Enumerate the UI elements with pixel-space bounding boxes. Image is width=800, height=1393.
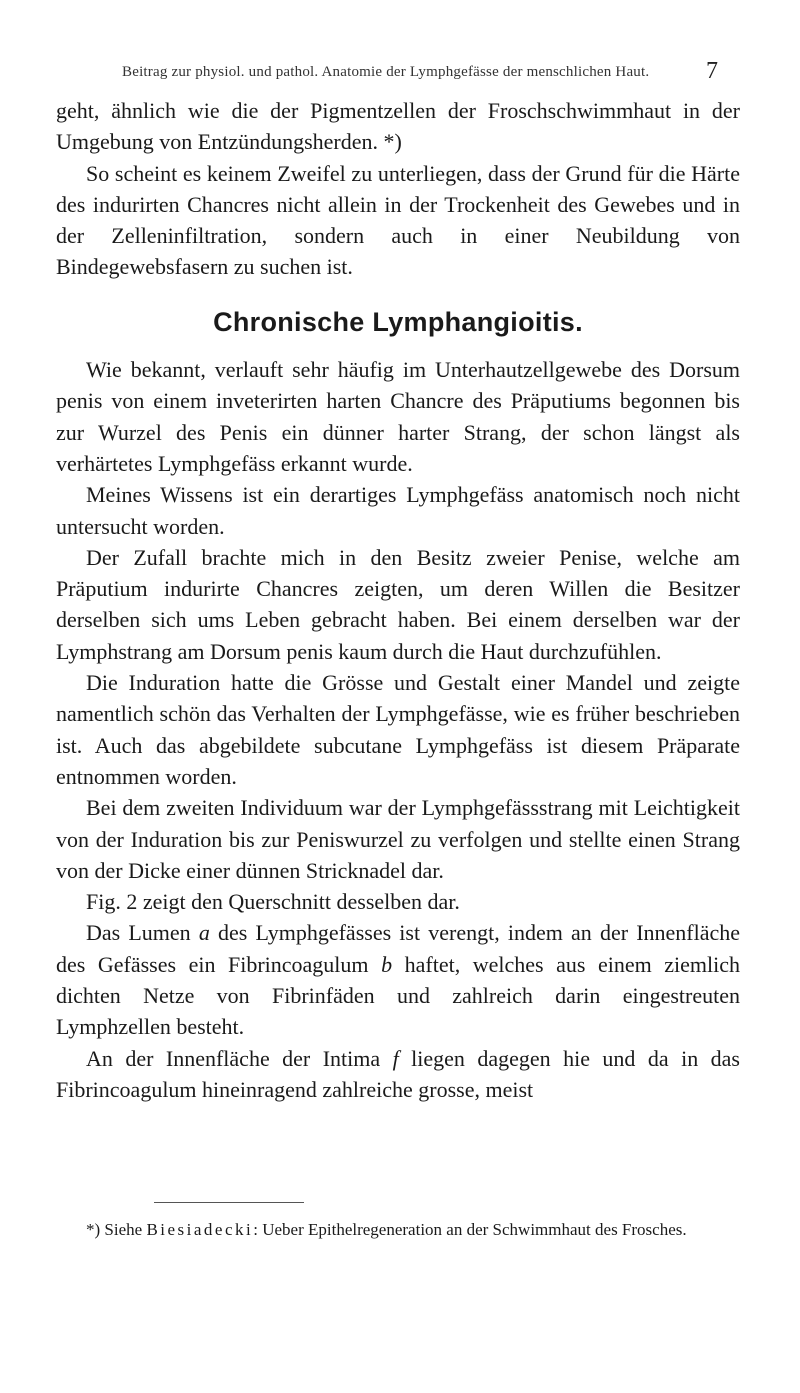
- paragraph-2: So scheint es keinem Zweifel zu unterliegen, dass der Grund für die Härte des indurirten Chancres nicht allein in der Trockenheit des Gewebes und in der Zelleninfiltration, sondern auch in einer Neubildung von Bindegewebsfasern zu suchen ist.: [56, 160, 740, 280]
- paragraph-1: geht, ähnlich wie die der Pigmentzellen der Froschschwimmhaut in der Umgebung von Entzündungsherden. *): [56, 98, 740, 155]
- footnote-author: Biesiadecki: [146, 1220, 254, 1239]
- paragraph-9-part-b: des Lymphgefässes ist verengt, indem an der Innenfläche des Gefässes ein Fibrincoagulum: [56, 920, 741, 977]
- running-head: Beitrag zur physiol. und pathol. Anatomie der Lymphgefässe der menschlichen Haut.: [122, 64, 650, 80]
- section-heading: Chronische Lymphangioitis.: [213, 306, 583, 337]
- page-number: 7: [706, 58, 718, 84]
- footnote-marker: *) Siehe: [86, 1220, 147, 1239]
- footnote: [56, 1218, 740, 1242]
- footnote-text: : Ueber Epithelregeneration an der Schwimmhaut des Frosches.: [253, 1220, 687, 1239]
- paragraph-10-part-b: liegen dagegen hie und da in das Fibrincoagulum hineinragend zahlreiche grosse, meist: [56, 1045, 740, 1102]
- paragraph-9-part-a: Das Lumen: [86, 920, 199, 946]
- paragraph-8: Fig. 2 zeigt den Querschnitt desselben dar.: [86, 889, 460, 915]
- paragraph-4: Meines Wissens ist ein derartiges Lymphgefäss anatomisch noch nicht untersucht worden.: [56, 482, 740, 539]
- paragraph-5: Der Zufall brachte mich in den Besitz zweier Penise, welche am Präputium indurirte Chancres zeigten, um deren Willen die Besitzer derselben sich ums Leben gebracht haben. Bei einem derselben war der Lymphstrang am Dorsum penis kaum durch die Haut durchzufühlen.: [56, 544, 740, 664]
- paragraph-3: Wie bekannt, verlauft sehr häufig im Unterhautzellgewebe des Dorsum penis von einem inveterirten harten Chancre des Präputiums begonnen bis zur Wurzel des Penis ein dünner harter Strang, der schon längst als verhärtetes Lymphgefäss erkannt wurde.: [56, 357, 740, 476]
- figure-letter-f: f: [392, 1045, 399, 1071]
- paragraph-6: Die Induration hatte die Grösse und Gestalt einer Mandel und zeigte namentlich schön das Verhalten der Lymphgefässe, wie es früher beschrieben ist. Auch das abgebildete subcutane Lymphgefäss ist diesem Präparate entnommen worden.: [56, 670, 740, 789]
- paragraph-10: [56, 1043, 740, 1106]
- paragraph-10-part-a: An der Innenfläche der Intima: [86, 1045, 393, 1071]
- paragraph-9-part-c: haftet, welches aus einem ziemlich dichten Netze von Fibrinfäden und zahlreich darin eingestreuten Lymphzellen besteht.: [56, 951, 741, 1040]
- paragraph-9: [56, 917, 740, 1042]
- footnote-rule: [154, 1202, 304, 1203]
- paragraph-7: Bei dem zweiten Individuum war der Lymphgefässstrang mit Leichtigkeit von der Induration bis zur Peniswurzel zu verfolgen und stellte einen Strang von der Dicke einer dünnen Stricknadel dar.: [56, 795, 740, 883]
- figure-letter-b: b: [381, 951, 393, 977]
- body-text: [56, 95, 740, 1105]
- figure-letter-a: a: [198, 920, 210, 946]
